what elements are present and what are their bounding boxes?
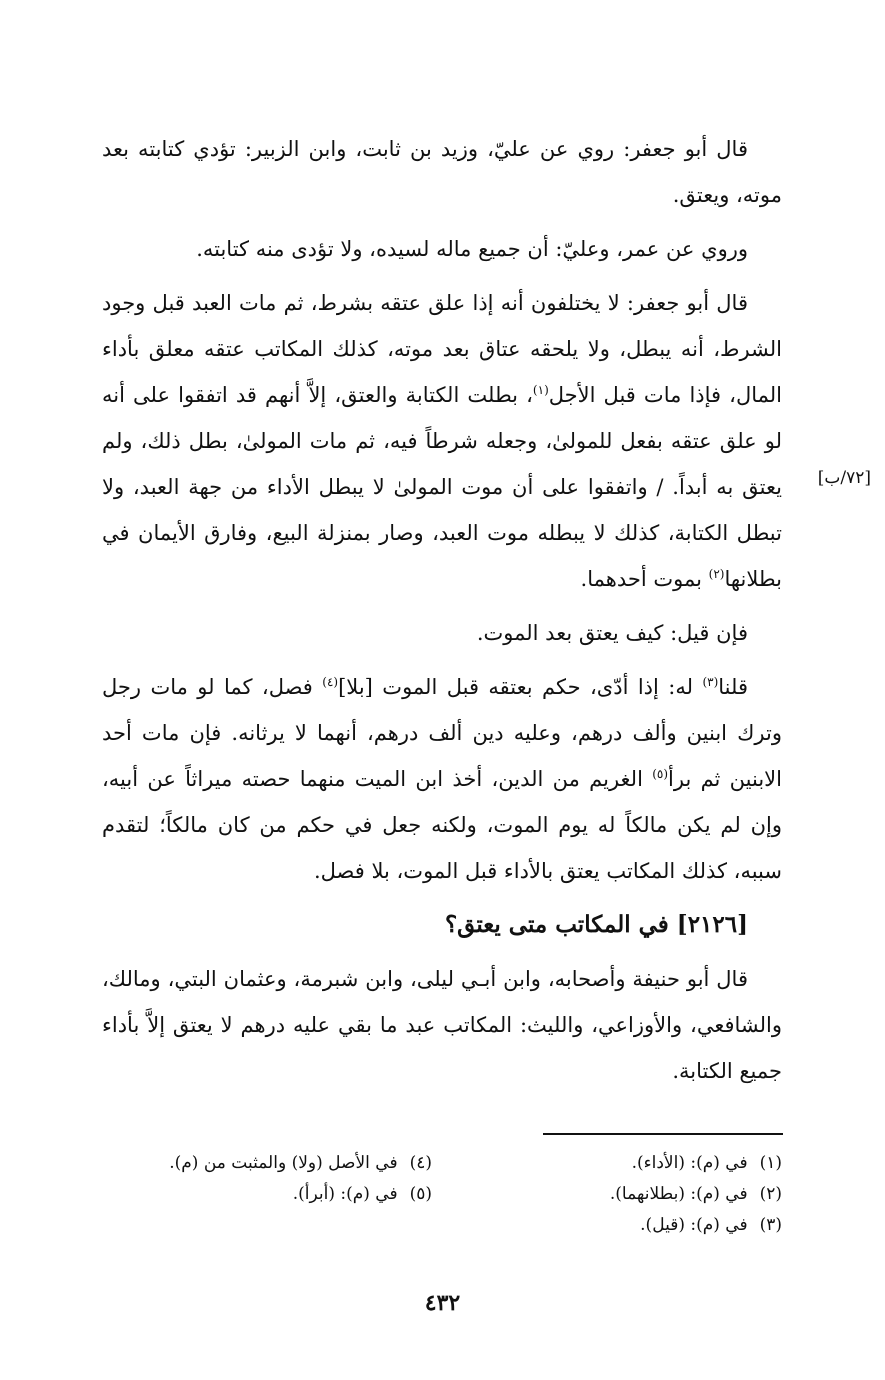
footnote-number: (٣) bbox=[759, 1215, 782, 1235]
paragraph-2: وروي عن عمر، وعليّ: أن جميع ماله لسيده، ولا تؤدى منه كتابته. bbox=[196, 237, 748, 261]
footnote-number: (٤) bbox=[409, 1153, 432, 1173]
footnote-text: في (م): (أبرأ). bbox=[292, 1184, 398, 1204]
footnotes-column-left bbox=[102, 1148, 432, 1210]
paragraph-3-part-b: ، بطلت الكتابة والعتق، إلاَّ أنهم قد اتفقوا على أنه لو علق عتقه بفعل للمولىٰ، وجعله شرطاً فيه، ثم مات المولىٰ، بطل ذلك، ولم يعتق به أبداً. / واتفقوا على أن موت المولىٰ لا يبطل الأداء من جهة العبد، ولا تبطل الكتابة، كذلك لا يبطله موت العبد، وصار بمنزلة البيع، وفارق الأيمان في بطلانها bbox=[102, 383, 782, 591]
footnote-5 bbox=[102, 1179, 432, 1210]
footnote-ref-5: (٥) bbox=[652, 767, 669, 781]
footnote-3 bbox=[452, 1210, 782, 1241]
footnote-number: (٢) bbox=[759, 1184, 782, 1204]
paragraph-3-part-a: قال أبو جعفر: لا يختلفون أنه إذا علق عتقه بشرط، ثم مات العبد قبل وجود الشرط، أنه يبطل، ولا يلحقه عتاق بعد موته، كذلك المكاتب عتقه معلق بأداء المال، فإذا مات قبل الأجل bbox=[102, 291, 782, 407]
paragraph-5-part-a: قلنا bbox=[718, 675, 748, 699]
paragraph-5-part-c: فصل، كما لو مات رجل وترك ابنين وألف درهم، وعليه دين ألف درهم، أنهما لا يرثانه. فإن مات أحد الابنين ثم برأ bbox=[102, 675, 782, 791]
footnote-text: في الأصل (ولا) والمثبت من (م). bbox=[169, 1153, 398, 1173]
paragraph-5-part-b: له: إذا أدّى، حكم بعتقه قبل الموت [بلا] bbox=[338, 675, 703, 699]
main-text bbox=[102, 126, 782, 1102]
paragraph-6: قال أبو حنيفة وأصحابه، وابن أبـي ليلى، وابن شبرمة، وعثمان البتي، ومالك، والشافعي، والأوزاعي، والليث: المكاتب عبد ما بقي عليه درهم لا يعتق إلاَّ بأداء جميع الكتابة. bbox=[102, 967, 782, 1083]
footnote-1 bbox=[452, 1148, 782, 1179]
footnote-4 bbox=[102, 1148, 432, 1179]
footnotes-column-right bbox=[452, 1148, 782, 1241]
footnote-number: (٥) bbox=[409, 1184, 432, 1204]
footnote-ref-3: (٣) bbox=[702, 675, 719, 689]
page-number: ٤٣٢ bbox=[424, 1290, 461, 1316]
section-heading: [٢١٢٦] في المكاتب متى يعتق؟ bbox=[444, 911, 748, 938]
footnote-ref-1: (١) bbox=[532, 383, 549, 397]
paragraph-3 bbox=[102, 280, 782, 602]
footnote-2 bbox=[452, 1179, 782, 1210]
paragraph-5 bbox=[102, 664, 782, 894]
footnote-text: في (م): (قيل). bbox=[640, 1215, 748, 1235]
footnote-number: (١) bbox=[759, 1153, 782, 1173]
paragraph-1: قال أبو جعفر: روي عن عليّ، وزيد بن ثابت، وابن الزبير: تؤدي كتابته بعد موته، ويعتق. bbox=[102, 137, 782, 207]
footnote-ref-2: (٢) bbox=[708, 567, 725, 581]
footnote-text: في (م): (بطلانهما). bbox=[609, 1184, 748, 1204]
paragraph-4: فإن قيل: كيف يعتق بعد الموت. bbox=[476, 621, 748, 645]
manuscript-folio-marker: [٧٢/ب] bbox=[817, 468, 871, 488]
footnote-divider bbox=[543, 1133, 783, 1135]
footnote-ref-4: (٤) bbox=[322, 675, 339, 689]
paragraph-5-part-d: الغريم من الدين، أخذ ابن الميت منهما حصته ميراثاً عن أبيه، وإن لم يكن مالكاً له يوم الموت، ولكنه جعل في حكم من كان مالكاً؛ لتقدم سببه، كذلك المكاتب يعتق بالأداء قبل الموت، بلا فصل. bbox=[102, 767, 782, 883]
paragraph-3-part-c: بموت أحدهما. bbox=[580, 567, 709, 591]
footnote-text: في (م): (الأداء). bbox=[631, 1153, 748, 1173]
